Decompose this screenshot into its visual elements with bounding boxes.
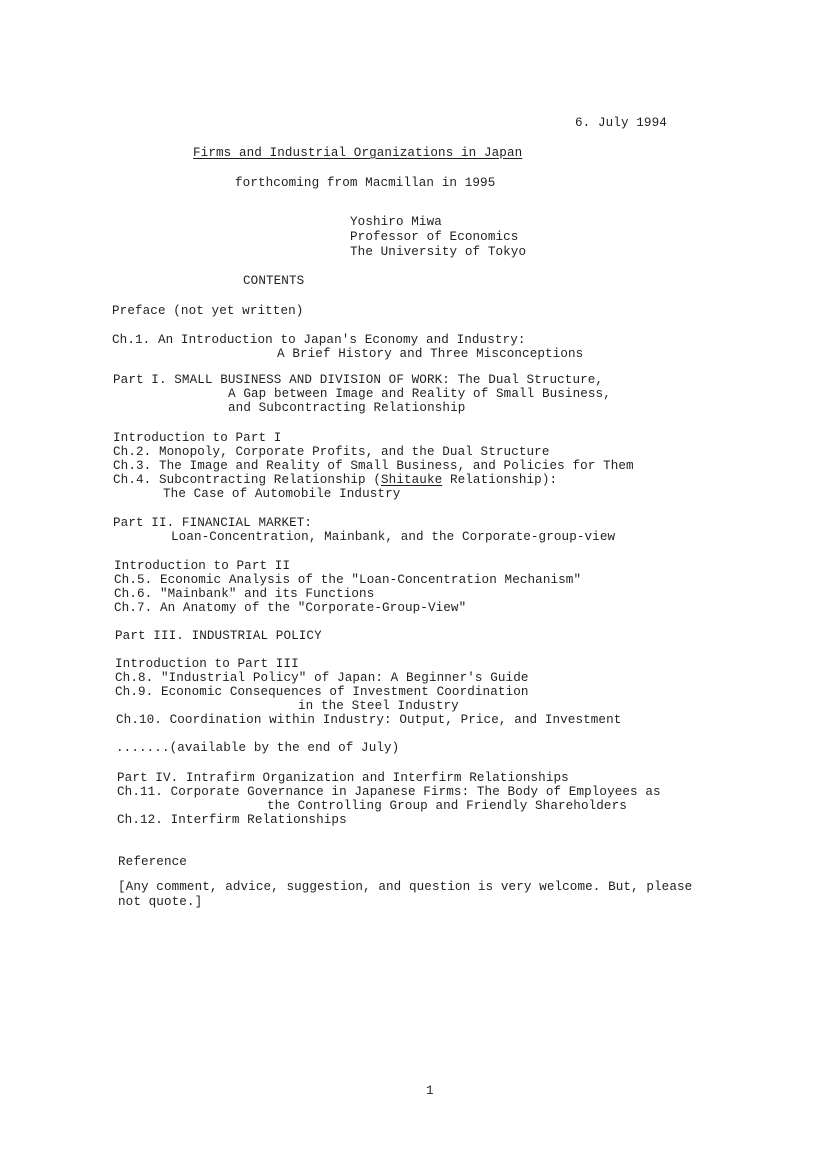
part-1-title-line1: Part I. SMALL BUSINESS AND DIVISION OF WORK: The Dual Structure, [113,373,604,387]
chapter-2: Ch.2. Monopoly, Corporate Profits, and the Dual Structure [113,445,550,459]
contents-heading: CONTENTS [243,274,305,288]
chapter-9-line1: Ch.9. Economic Consequences of Investment Coordination [115,685,529,699]
part-2-title-line1: Part II. FINANCIAL MARKET: [113,516,313,530]
part-4-title: Part IV. Intrafirm Organization and Interfirm Relationships [117,771,569,785]
author-name: Yoshiro Miwa [350,215,442,229]
chapter-12: Ch.12. Interfirm Relationships [117,813,347,827]
chapter-6: Ch.6. "Mainbank" and its Functions [114,587,375,601]
chapter-1-line1: Ch.1. An Introduction to Japan's Economy and Industry: [112,333,526,347]
page-number: 1 [426,1084,434,1098]
author-position: Professor of Economics [350,230,519,244]
preface-entry: Preface (not yet written) [112,304,304,318]
chapter-7: Ch.7. An Anatomy of the "Corporate-Group-View" [114,601,467,615]
chapter-4-line2: The Case of Automobile Industry [163,487,401,501]
chapter-3: Ch.3. The Image and Reality of Small Business, and Policies for Them [113,459,634,473]
book-subtitle: forthcoming from Macmillan in 1995 [235,176,496,190]
document-date: 6. July 1994 [575,116,667,130]
chapter-8: Ch.8. "Industrial Policy" of Japan: A Beginner's Guide [115,671,529,685]
part-1-intro: Introduction to Part I [113,431,282,445]
part-2-title-line2: Loan-Concentration, Mainbank, and the Corporate-group-view [171,530,616,544]
chapter-9-line2: in the Steel Industry [298,699,459,713]
chapter-4-prefix: Ch.4. Subcontracting Relationship ( [113,473,382,487]
reference-heading: Reference [118,855,187,869]
chapter-4-term: Shitauke [381,473,443,487]
author-institution: The University of Tokyo [350,245,527,259]
part-3-intro: Introduction to Part III [115,657,299,671]
chapter-1-line2: A Brief History and Three Misconceptions [277,347,584,361]
part-1-title-line3: and Subcontracting Relationship [228,401,466,415]
part-2-intro: Introduction to Part II [114,559,291,573]
part-3-title: Part III. INDUSTRIAL POLICY [115,629,322,643]
comment-note-line2: not quote.] [118,895,203,909]
chapter-4-line1 [113,473,557,487]
chapter-5: Ch.5. Economic Analysis of the "Loan-Concentration Mechanism" [114,573,582,587]
comment-note-line1: [Any comment, advice, suggestion, and question is very welcome. But, please [118,880,693,894]
chapter-4-suffix: Relationship): [442,473,558,487]
chapter-11-line2: the Controlling Group and Friendly Shareholders [267,799,627,813]
availability-note: .......(available by the end of July) [116,741,400,755]
chapter-10: Ch.10. Coordination within Industry: Output, Price, and Investment [116,713,622,727]
chapter-11-line1: Ch.11. Corporate Governance in Japanese Firms: The Body of Employees as [117,785,661,799]
book-title: Firms and Industrial Organizations in Japan [193,146,523,160]
part-1-title-line2: A Gap between Image and Reality of Small Business, [228,387,611,401]
